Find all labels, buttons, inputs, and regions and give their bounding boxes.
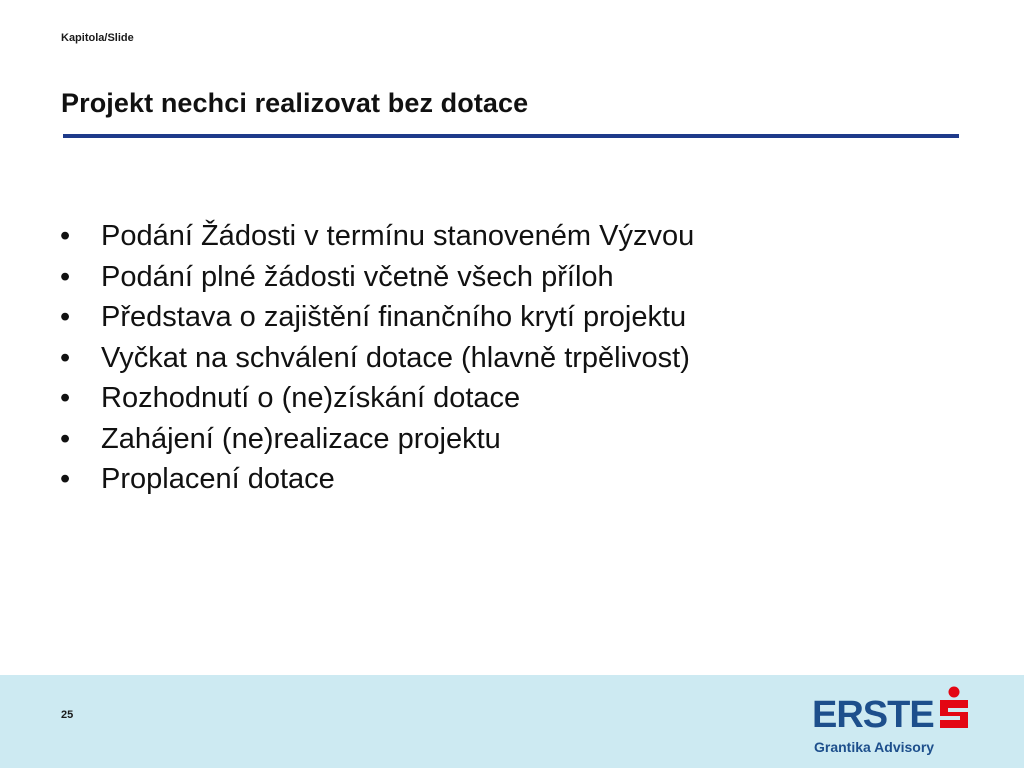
bullet-dot: • — [60, 463, 71, 495]
bullet-dot: • — [60, 220, 71, 252]
bullet-text: Představa o zajištění finančního krytí projektu — [101, 301, 687, 333]
bullet-dot: • — [60, 301, 71, 333]
bullet-dot: • — [60, 422, 71, 455]
bullet-dot: • — [60, 341, 71, 374]
bullet-item — [60, 378, 694, 419]
bullet-text: Vyčkat na schválení dotace (hlavně trpělivost) — [101, 341, 690, 374]
logo-brand-text: ERSTE — [812, 694, 934, 736]
bullet-dot: • — [60, 382, 71, 414]
bullet-item — [60, 338, 694, 379]
bullet-text: Proplacení dotace — [101, 463, 335, 495]
bullet-dot: • — [60, 260, 71, 293]
bullet-list — [60, 216, 694, 500]
bullet-text: Rozhodnutí o (ne)získání dotace — [101, 382, 521, 414]
bullet-item — [60, 419, 694, 460]
bullet-item — [60, 459, 694, 500]
bullet-item — [60, 257, 694, 298]
bullet-text: Podání Žádosti v termínu stanoveném Výzvou — [101, 220, 695, 252]
bullet-text: Zahájení (ne)realizace projektu — [101, 422, 501, 455]
title-underline — [63, 134, 959, 138]
erste-s-icon — [936, 686, 972, 736]
chapter-label: Kapitola/Slide — [61, 32, 134, 44]
logo-subtitle: Grantika Advisory — [814, 739, 935, 755]
slide-title: Projekt nechci realizovat bez dotace — [61, 88, 529, 118]
bullet-item — [60, 216, 694, 257]
page-number: 25 — [61, 709, 74, 721]
erste-logo — [812, 686, 982, 758]
bullet-text: Podání plné žádosti včetně všech příloh — [101, 260, 614, 293]
bullet-item — [60, 297, 694, 338]
